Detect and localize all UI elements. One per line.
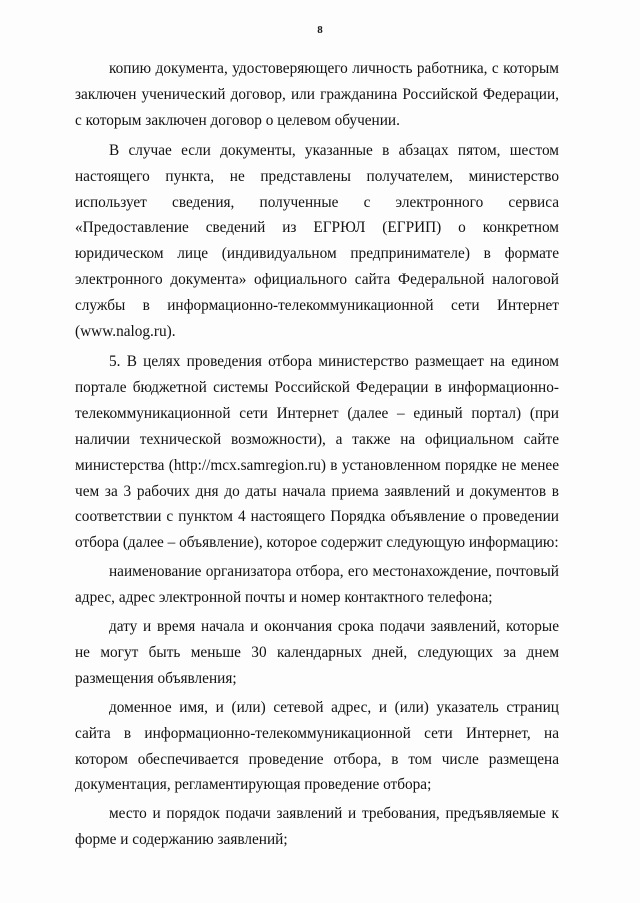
paragraph-deadline-info: дату и время начала и окончания срока подачи заявлений, которые не могут быть меньше 30 календарных дней, следующих за днем размещения объявления; (75, 618, 559, 687)
paragraph-organizer-info: наименование организатора отбора, его местонахождение, почтовый адрес, адрес электронной почты и номер контактного телефона; (75, 563, 559, 607)
paragraph-submission-order: место и порядок подачи заявлений и требования, предъявляемые к форме и содержанию заявлений; (75, 805, 559, 849)
document-body (75, 56, 559, 853)
paragraph-clause-5: 5. В целях проведения отбора министерство размещает на едином портале бюджетной системы Российской Федерации в информационно-телекоммуникационной сети Интернет (далее – единый портал) (при наличии технической возможности), а также на официальном сайте министерства (http://mcx.samregion.ru) в установленном порядке не менее чем за 3 рабочих дня до даты начала приема заявлений и документов в соответствии с пунктом 4 настоящего Порядка объявление о проведении отбора (далее – объявление), которое содержит следующую информацию: (75, 352, 559, 552)
paragraph-egrul-info: В случае если документы, указанные в абзацах пятом, шестом настоящего пункта, не представлены получателем, министерство использует сведения, полученные с электронного сервиса «Предоставление сведений из ЕГРЮЛ (ЕГРИП) о конкретном юридическом лице (индивидуальном предпринимателе) в формате электронного документа» официального сайта Федеральной налоговой службы в информационно-телекоммуникационной сети Интернет (www.nalog.ru). (75, 141, 559, 341)
paragraph-domain-info: доменное имя, и (или) сетевой адрес, и (или) указатель страниц сайта в информационно-телекоммуникационной сети Интернет, на котором обеспечивается проведение отбора, в том числе размещена документация, регламентирующая проведение отбора; (75, 698, 559, 794)
page-number: 8 (317, 24, 323, 36)
paragraph-id-document-copy: копию документа, удостоверяющего личность работника, с которым заключен ученический договор, или гражданина Российской Федерации, с которым заключен договор о целевом обучении. (75, 60, 559, 129)
